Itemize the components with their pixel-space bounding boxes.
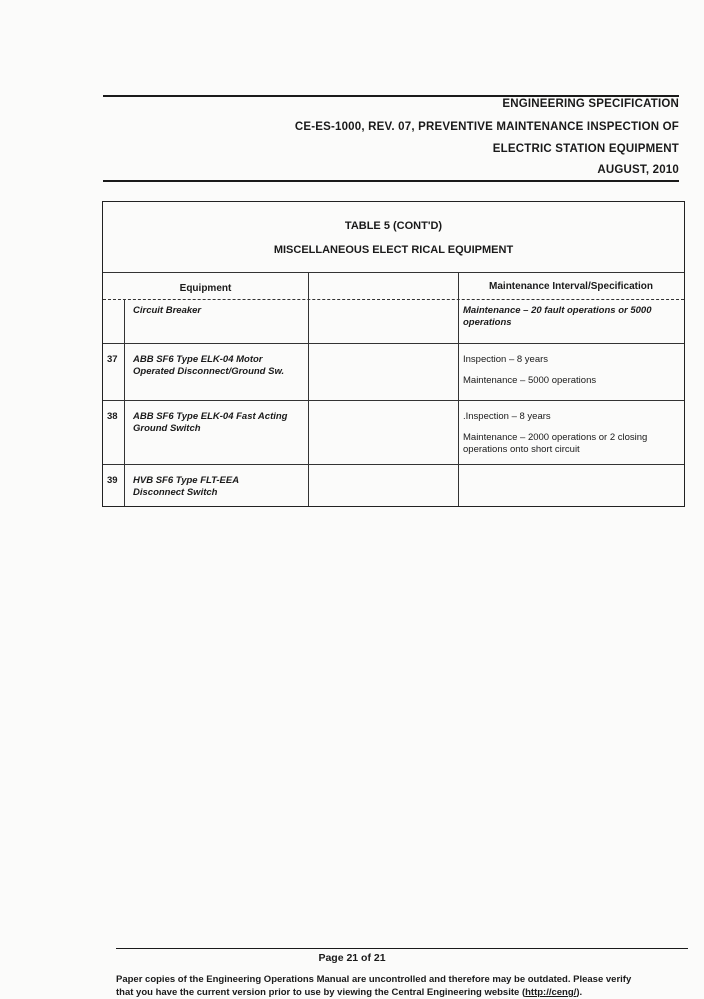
footer-disclaimer — [116, 973, 696, 999]
row-divider — [103, 400, 684, 401]
row-number: 38 — [107, 411, 118, 422]
equipment-cell: ABB SF6 Type ELK-04 Fast Acting Ground Switch — [133, 411, 288, 434]
equipment-cell: HVB SF6 Type FLT-EEA Disconnect Switch — [133, 475, 239, 498]
table-title: TABLE 5 (CONT'D) — [344, 220, 443, 232]
spec-cell: .Inspection – 8 years — [463, 411, 551, 422]
row-number: 39 — [107, 475, 118, 486]
header-doc-id: CE-ES-1000, REV. 07, PREVENTIVE MAINTENANCE INSPECTION OF — [294, 121, 679, 133]
footer-disclaimer-line1: Paper copies of the Engineering Operations Manual are uncontrolled and therefore may be outdated. Please verify — [116, 974, 632, 985]
equipment-cell: Circuit Breaker — [133, 305, 202, 316]
row-divider — [103, 464, 684, 465]
table-divider — [103, 272, 684, 273]
spec-cell: Maintenance – 2000 operations or 2 closing operations onto short circuit — [463, 432, 648, 455]
col-divider-number — [124, 300, 125, 506]
column-header-maintenance: Maintenance Interval/Specification — [489, 281, 653, 292]
header-top-rule — [103, 95, 679, 97]
equipment-cell: ABB SF6 Type ELK-04 Motor Operated Disconnect/Ground Sw. — [133, 354, 285, 377]
column-header-equipment: Equipment — [179, 283, 232, 294]
col-divider-equipment — [308, 272, 309, 506]
footer-text: ). — [576, 987, 583, 998]
spec-cell: Maintenance – 20 fault operations or 5000 operations — [463, 305, 652, 328]
row-number: 37 — [107, 354, 118, 365]
header-bottom-rule — [103, 180, 679, 182]
header-title: ENGINEERING SPECIFICATION — [502, 98, 679, 110]
footer-rule — [116, 948, 688, 949]
header-subject: ELECTRIC STATION EQUIPMENT — [492, 143, 679, 155]
spec-cell: Maintenance – 5000 operations — [463, 375, 597, 386]
col-divider-blank — [458, 272, 459, 506]
page-number: Page 21 of 21 — [318, 952, 386, 964]
footer-disclaimer-line2 — [116, 986, 696, 999]
footer-text: that you have the current version prior to use by viewing the Central Engineering website ( — [116, 987, 526, 998]
central-engineering-link[interactable]: http://ceng/ — [525, 987, 577, 998]
header-date: AUGUST, 2010 — [597, 164, 679, 176]
table-subtitle: MISCELLANEOUS ELECT RICAL EQUIPMENT — [273, 244, 514, 256]
equipment-table — [102, 201, 685, 507]
table-header-divider — [103, 299, 684, 300]
spec-cell: Inspection – 8 years — [463, 354, 549, 365]
row-divider — [103, 343, 684, 344]
